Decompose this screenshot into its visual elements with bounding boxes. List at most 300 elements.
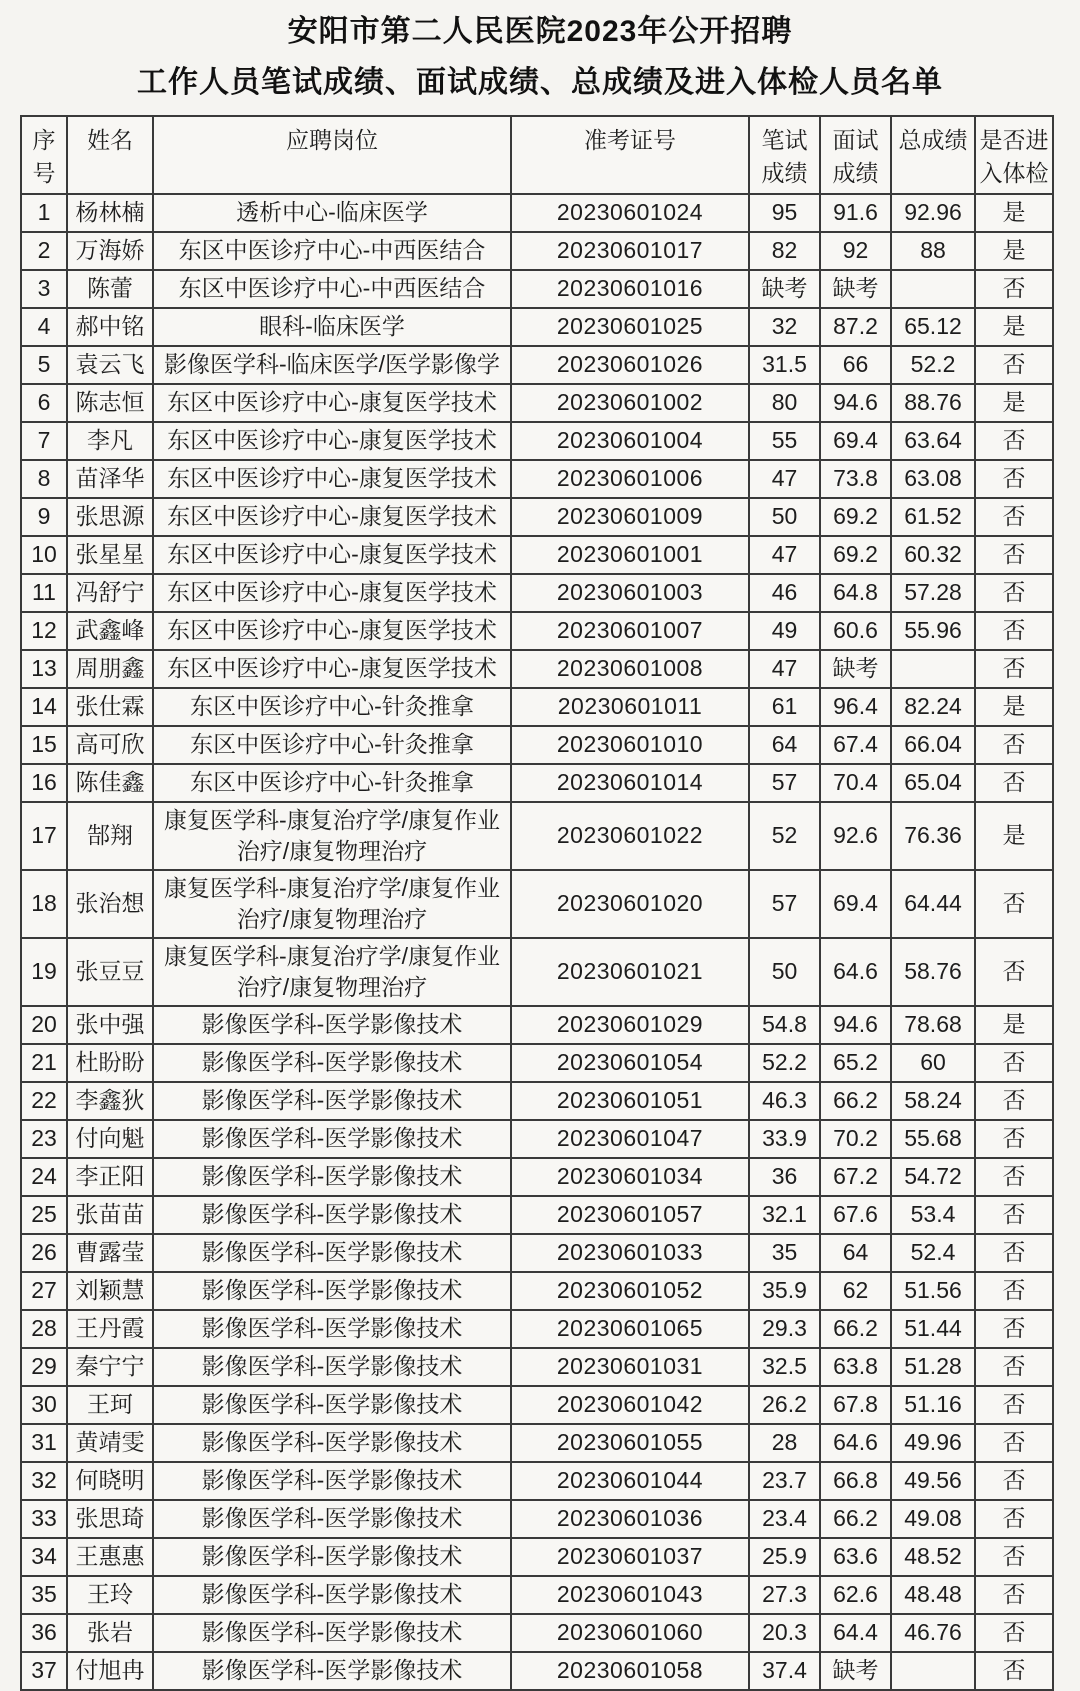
cell-index: 16 (21, 764, 67, 802)
cell-medical: 否 (975, 612, 1053, 650)
header-row (21, 116, 1053, 194)
cell-written: 64 (749, 726, 820, 764)
table-row (21, 536, 1053, 574)
cell-index: 30 (21, 1386, 67, 1424)
cell-name: 陈佳鑫 (67, 764, 153, 802)
cell-medical: 否 (975, 1348, 1053, 1386)
cell-interview: 66.2 (820, 1310, 891, 1348)
cell-written: 46 (749, 574, 820, 612)
cell-name: 李鑫狄 (67, 1082, 153, 1120)
table-row (21, 422, 1053, 460)
cell-written: 50 (749, 498, 820, 536)
cell-index: 35 (21, 1576, 67, 1614)
cell-ticket: 20230601002 (511, 384, 749, 422)
cell-total: 88.76 (891, 384, 975, 422)
cell-index: 23 (21, 1120, 67, 1158)
cell-name: 王惠惠 (67, 1538, 153, 1576)
cell-name: 武鑫峰 (67, 612, 153, 650)
cell-index: 36 (21, 1614, 67, 1652)
cell-index: 28 (21, 1310, 67, 1348)
cell-total: 49.08 (891, 1500, 975, 1538)
cell-medical: 是 (975, 802, 1053, 870)
cell-ticket: 20230601011 (511, 688, 749, 726)
cell-interview: 69.4 (820, 870, 891, 938)
cell-position: 东区中医诊疗中心-中西医结合 (153, 232, 511, 270)
cell-index: 5 (21, 346, 67, 384)
cell-written: 缺考 (749, 270, 820, 308)
cell-written: 47 (749, 650, 820, 688)
cell-medical: 否 (975, 870, 1053, 938)
cell-interview: 92.6 (820, 802, 891, 870)
cell-index: 11 (21, 574, 67, 612)
cell-written: 54.8 (749, 1006, 820, 1044)
cell-ticket: 20230601004 (511, 422, 749, 460)
cell-position: 东区中医诊疗中心-针灸推拿 (153, 726, 511, 764)
cell-written: 36 (749, 1158, 820, 1196)
cell-position: 康复医学科-康复治疗学/康复作业治疗/康复物理治疗 (153, 938, 511, 1006)
cell-index: 19 (21, 938, 67, 1006)
cell-interview: 63.8 (820, 1348, 891, 1386)
cell-total: 51.28 (891, 1348, 975, 1386)
cell-position: 东区中医诊疗中心-康复医学技术 (153, 498, 511, 536)
cell-ticket: 20230601022 (511, 802, 749, 870)
table-row (21, 870, 1053, 938)
cell-ticket: 20230601024 (511, 194, 749, 232)
results-table (20, 115, 1054, 1691)
cell-written: 28 (749, 1424, 820, 1462)
cell-position: 东区中医诊疗中心-康复医学技术 (153, 422, 511, 460)
cell-position: 东区中医诊疗中心-针灸推拿 (153, 688, 511, 726)
cell-written: 95 (749, 194, 820, 232)
cell-index: 8 (21, 460, 67, 498)
table-row (21, 1120, 1053, 1158)
cell-interview: 65.2 (820, 1044, 891, 1082)
cell-name: 李正阳 (67, 1158, 153, 1196)
cell-index: 26 (21, 1234, 67, 1272)
cell-index: 2 (21, 232, 67, 270)
table-body (21, 194, 1053, 1690)
cell-ticket: 20230601021 (511, 938, 749, 1006)
cell-name: 苗泽华 (67, 460, 153, 498)
cell-medical: 否 (975, 1424, 1053, 1462)
table-row (21, 1652, 1053, 1690)
cell-total: 88 (891, 232, 975, 270)
cell-medical: 否 (975, 536, 1053, 574)
cell-position: 影像医学科-医学影像技术 (153, 1082, 511, 1120)
cell-index: 34 (21, 1538, 67, 1576)
cell-written: 29.3 (749, 1310, 820, 1348)
cell-interview: 67.2 (820, 1158, 891, 1196)
cell-interview: 69.4 (820, 422, 891, 460)
table-row (21, 498, 1053, 536)
cell-ticket: 20230601055 (511, 1424, 749, 1462)
cell-medical: 否 (975, 574, 1053, 612)
cell-written: 32.5 (749, 1348, 820, 1386)
cell-medical: 否 (975, 1500, 1053, 1538)
column-header-position: 应聘岗位 (153, 116, 511, 194)
table-row (21, 726, 1053, 764)
cell-total: 55.68 (891, 1120, 975, 1158)
cell-written: 80 (749, 384, 820, 422)
table-row (21, 612, 1053, 650)
cell-name: 高可欣 (67, 726, 153, 764)
cell-medical: 否 (975, 1576, 1053, 1614)
table-row (21, 1006, 1053, 1044)
cell-written: 57 (749, 870, 820, 938)
cell-position: 影像医学科-临床医学/医学影像学 (153, 346, 511, 384)
cell-position: 影像医学科-医学影像技术 (153, 1614, 511, 1652)
cell-position: 影像医学科-医学影像技术 (153, 1196, 511, 1234)
table-row (21, 574, 1053, 612)
cell-total: 60.32 (891, 536, 975, 574)
cell-total (891, 650, 975, 688)
cell-name: 张思琦 (67, 1500, 153, 1538)
cell-position: 康复医学科-康复治疗学/康复作业治疗/康复物理治疗 (153, 802, 511, 870)
cell-ticket: 20230601036 (511, 1500, 749, 1538)
cell-name: 刘颖慧 (67, 1272, 153, 1310)
cell-interview: 94.6 (820, 1006, 891, 1044)
cell-name: 郜翔 (67, 802, 153, 870)
table-row (21, 1310, 1053, 1348)
cell-written: 20.3 (749, 1614, 820, 1652)
cell-position: 东区中医诊疗中心-康复医学技术 (153, 650, 511, 688)
cell-position: 东区中医诊疗中心-针灸推拿 (153, 764, 511, 802)
cell-interview: 94.6 (820, 384, 891, 422)
table-row (21, 194, 1053, 232)
cell-total: 64.44 (891, 870, 975, 938)
cell-ticket: 20230601016 (511, 270, 749, 308)
table-row (21, 1614, 1053, 1652)
cell-interview: 96.4 (820, 688, 891, 726)
cell-interview: 64 (820, 1234, 891, 1272)
cell-ticket: 20230601044 (511, 1462, 749, 1500)
cell-name: 付向魁 (67, 1120, 153, 1158)
cell-index: 14 (21, 688, 67, 726)
cell-ticket: 20230601065 (511, 1310, 749, 1348)
cell-interview: 69.2 (820, 536, 891, 574)
cell-total: 58.76 (891, 938, 975, 1006)
table-row (21, 1538, 1053, 1576)
cell-interview: 66.2 (820, 1082, 891, 1120)
table-row (21, 688, 1053, 726)
cell-medical: 否 (975, 1158, 1053, 1196)
cell-written: 23.7 (749, 1462, 820, 1500)
cell-total: 57.28 (891, 574, 975, 612)
table-head (21, 116, 1053, 194)
cell-medical: 否 (975, 270, 1053, 308)
cell-ticket: 20230601007 (511, 612, 749, 650)
cell-medical: 否 (975, 1272, 1053, 1310)
cell-total: 49.56 (891, 1462, 975, 1500)
cell-ticket: 20230601029 (511, 1006, 749, 1044)
cell-written: 26.2 (749, 1386, 820, 1424)
cell-medical: 否 (975, 422, 1053, 460)
cell-total: 51.16 (891, 1386, 975, 1424)
cell-total: 66.04 (891, 726, 975, 764)
cell-interview: 67.6 (820, 1196, 891, 1234)
document-title (0, 14, 1080, 101)
cell-index: 6 (21, 384, 67, 422)
cell-total: 60 (891, 1044, 975, 1082)
cell-total: 61.52 (891, 498, 975, 536)
table-row (21, 270, 1053, 308)
cell-written: 57 (749, 764, 820, 802)
cell-total: 48.52 (891, 1538, 975, 1576)
table-row (21, 308, 1053, 346)
cell-index: 22 (21, 1082, 67, 1120)
cell-ticket: 20230601020 (511, 870, 749, 938)
cell-written: 52 (749, 802, 820, 870)
cell-name: 周朋鑫 (67, 650, 153, 688)
cell-total: 51.44 (891, 1310, 975, 1348)
cell-written: 25.9 (749, 1538, 820, 1576)
cell-medical: 否 (975, 1310, 1053, 1348)
cell-total (891, 1652, 975, 1690)
cell-ticket: 20230601033 (511, 1234, 749, 1272)
cell-medical: 是 (975, 688, 1053, 726)
cell-position: 影像医学科-医学影像技术 (153, 1424, 511, 1462)
table-row (21, 1196, 1053, 1234)
cell-position: 影像医学科-医学影像技术 (153, 1386, 511, 1424)
column-header-index: 序号 (21, 116, 67, 194)
cell-ticket: 20230601008 (511, 650, 749, 688)
cell-name: 张仕霖 (67, 688, 153, 726)
cell-ticket: 20230601006 (511, 460, 749, 498)
cell-position: 东区中医诊疗中心-中西医结合 (153, 270, 511, 308)
cell-written: 32 (749, 308, 820, 346)
title-line-2: 工作人员笔试成绩、面试成绩、总成绩及进入体检人员名单 (137, 66, 943, 99)
cell-total: 58.24 (891, 1082, 975, 1120)
cell-total: 65.04 (891, 764, 975, 802)
cell-medical: 否 (975, 1386, 1053, 1424)
cell-medical: 否 (975, 346, 1053, 384)
table-row (21, 1044, 1053, 1082)
cell-ticket: 20230601026 (511, 346, 749, 384)
cell-name: 王玲 (67, 1576, 153, 1614)
cell-medical: 否 (975, 460, 1053, 498)
cell-ticket: 20230601060 (511, 1614, 749, 1652)
cell-written: 52.2 (749, 1044, 820, 1082)
cell-index: 17 (21, 802, 67, 870)
cell-interview: 60.6 (820, 612, 891, 650)
cell-medical: 否 (975, 1538, 1053, 1576)
cell-position: 影像医学科-医学影像技术 (153, 1500, 511, 1538)
cell-interview: 64.4 (820, 1614, 891, 1652)
column-header-total: 总成绩 (891, 116, 975, 194)
cell-name: 张治想 (67, 870, 153, 938)
cell-position: 东区中医诊疗中心-康复医学技术 (153, 574, 511, 612)
cell-ticket: 20230601057 (511, 1196, 749, 1234)
cell-interview: 64.8 (820, 574, 891, 612)
cell-index: 24 (21, 1158, 67, 1196)
cell-written: 35 (749, 1234, 820, 1272)
cell-written: 35.9 (749, 1272, 820, 1310)
cell-written: 47 (749, 460, 820, 498)
cell-written: 32.1 (749, 1196, 820, 1234)
cell-interview: 67.4 (820, 726, 891, 764)
cell-interview: 64.6 (820, 938, 891, 1006)
cell-total: 76.36 (891, 802, 975, 870)
table-row (21, 1576, 1053, 1614)
cell-name: 黄靖雯 (67, 1424, 153, 1462)
cell-interview: 缺考 (820, 1652, 891, 1690)
cell-name: 李凡 (67, 422, 153, 460)
cell-written: 61 (749, 688, 820, 726)
cell-index: 25 (21, 1196, 67, 1234)
cell-name: 郝中铭 (67, 308, 153, 346)
cell-total: 46.76 (891, 1614, 975, 1652)
cell-name: 冯舒宁 (67, 574, 153, 612)
cell-index: 13 (21, 650, 67, 688)
cell-index: 37 (21, 1652, 67, 1690)
cell-interview: 70.4 (820, 764, 891, 802)
cell-name: 张岩 (67, 1614, 153, 1652)
cell-position: 东区中医诊疗中心-康复医学技术 (153, 460, 511, 498)
cell-total: 52.2 (891, 346, 975, 384)
cell-index: 21 (21, 1044, 67, 1082)
cell-name: 张中强 (67, 1006, 153, 1044)
cell-total: 49.96 (891, 1424, 975, 1462)
cell-position: 影像医学科-医学影像技术 (153, 1310, 511, 1348)
cell-ticket: 20230601052 (511, 1272, 749, 1310)
cell-written: 23.4 (749, 1500, 820, 1538)
cell-written: 37.4 (749, 1652, 820, 1690)
cell-interview: 91.6 (820, 194, 891, 232)
cell-ticket: 20230601034 (511, 1158, 749, 1196)
cell-medical: 是 (975, 232, 1053, 270)
table-row (21, 1462, 1053, 1500)
table-row (21, 650, 1053, 688)
title-line-1: 安阳市第二人民医院2023年公开招聘 (287, 15, 793, 48)
cell-total: 52.4 (891, 1234, 975, 1272)
cell-index: 20 (21, 1006, 67, 1044)
cell-position: 影像医学科-医学影像技术 (153, 1006, 511, 1044)
cell-total: 51.56 (891, 1272, 975, 1310)
cell-medical: 是 (975, 384, 1053, 422)
table-row (21, 764, 1053, 802)
cell-name: 杨林楠 (67, 194, 153, 232)
cell-interview: 92 (820, 232, 891, 270)
cell-ticket: 20230601003 (511, 574, 749, 612)
cell-interview: 69.2 (820, 498, 891, 536)
cell-interview: 73.8 (820, 460, 891, 498)
cell-position: 影像医学科-医学影像技术 (153, 1538, 511, 1576)
cell-index: 3 (21, 270, 67, 308)
cell-interview: 66 (820, 346, 891, 384)
cell-medical: 否 (975, 1462, 1053, 1500)
cell-position: 影像医学科-医学影像技术 (153, 1652, 511, 1690)
cell-interview: 66.2 (820, 1500, 891, 1538)
cell-written: 55 (749, 422, 820, 460)
cell-written: 47 (749, 536, 820, 574)
cell-medical: 是 (975, 308, 1053, 346)
table-row (21, 232, 1053, 270)
cell-ticket: 20230601025 (511, 308, 749, 346)
cell-total: 53.4 (891, 1196, 975, 1234)
table-row (21, 938, 1053, 1006)
cell-index: 7 (21, 422, 67, 460)
cell-ticket: 20230601010 (511, 726, 749, 764)
cell-ticket: 20230601042 (511, 1386, 749, 1424)
cell-ticket: 20230601058 (511, 1652, 749, 1690)
cell-name: 王珂 (67, 1386, 153, 1424)
cell-ticket: 20230601014 (511, 764, 749, 802)
table-row (21, 1234, 1053, 1272)
cell-index: 1 (21, 194, 67, 232)
cell-name: 王丹霞 (67, 1310, 153, 1348)
table-row (21, 1386, 1053, 1424)
cell-total: 63.64 (891, 422, 975, 460)
cell-interview: 67.8 (820, 1386, 891, 1424)
cell-ticket: 20230601031 (511, 1348, 749, 1386)
cell-medical: 否 (975, 1082, 1053, 1120)
cell-position: 东区中医诊疗中心-康复医学技术 (153, 384, 511, 422)
column-header-ticket: 准考证号 (511, 116, 749, 194)
cell-medical: 否 (975, 498, 1053, 536)
cell-medical: 否 (975, 1196, 1053, 1234)
cell-name: 曹露莹 (67, 1234, 153, 1272)
cell-written: 27.3 (749, 1576, 820, 1614)
cell-name: 万海娇 (67, 232, 153, 270)
cell-medical: 否 (975, 764, 1053, 802)
table-row (21, 1272, 1053, 1310)
cell-total: 63.08 (891, 460, 975, 498)
table-row (21, 384, 1053, 422)
cell-name: 付旭冉 (67, 1652, 153, 1690)
cell-medical: 否 (975, 1614, 1053, 1652)
cell-position: 影像医学科-医学影像技术 (153, 1462, 511, 1500)
cell-position: 影像医学科-医学影像技术 (153, 1234, 511, 1272)
cell-medical: 是 (975, 194, 1053, 232)
cell-position: 东区中医诊疗中心-康复医学技术 (153, 536, 511, 574)
cell-medical: 否 (975, 1044, 1053, 1082)
cell-total: 82.24 (891, 688, 975, 726)
cell-ticket: 20230601051 (511, 1082, 749, 1120)
cell-medical: 否 (975, 726, 1053, 764)
cell-name: 陈蕾 (67, 270, 153, 308)
column-header-interview: 面试成绩 (820, 116, 891, 194)
cell-medical: 否 (975, 1120, 1053, 1158)
cell-position: 眼科-临床医学 (153, 308, 511, 346)
cell-medical: 否 (975, 1652, 1053, 1690)
cell-name: 陈志恒 (67, 384, 153, 422)
cell-total: 65.12 (891, 308, 975, 346)
cell-written: 33.9 (749, 1120, 820, 1158)
cell-index: 15 (21, 726, 67, 764)
cell-interview: 87.2 (820, 308, 891, 346)
cell-name: 杜盼盼 (67, 1044, 153, 1082)
table-row (21, 1082, 1053, 1120)
cell-total: 48.48 (891, 1576, 975, 1614)
cell-interview: 缺考 (820, 650, 891, 688)
cell-total: 92.96 (891, 194, 975, 232)
cell-interview: 66.8 (820, 1462, 891, 1500)
cell-name: 张苗苗 (67, 1196, 153, 1234)
cell-written: 50 (749, 938, 820, 1006)
cell-index: 33 (21, 1500, 67, 1538)
cell-interview: 缺考 (820, 270, 891, 308)
table-row (21, 1500, 1053, 1538)
cell-position: 影像医学科-医学影像技术 (153, 1272, 511, 1310)
column-header-name: 姓名 (67, 116, 153, 194)
column-header-medical: 是否进入体检 (975, 116, 1053, 194)
table-row (21, 1158, 1053, 1196)
cell-ticket: 20230601009 (511, 498, 749, 536)
cell-position: 影像医学科-医学影像技术 (153, 1120, 511, 1158)
cell-total: 78.68 (891, 1006, 975, 1044)
cell-ticket: 20230601017 (511, 232, 749, 270)
cell-total: 54.72 (891, 1158, 975, 1196)
